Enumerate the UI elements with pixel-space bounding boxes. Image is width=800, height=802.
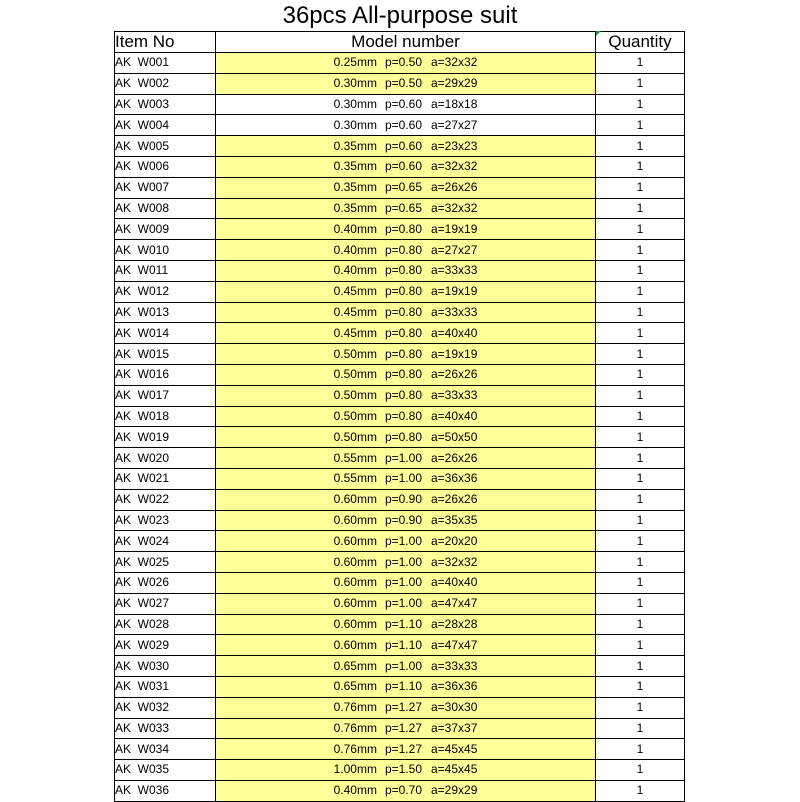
wire-size: 0.60mm <box>333 596 377 611</box>
quantity-cell: 1 <box>596 344 685 365</box>
wire-size: 0.55mm <box>333 450 377 465</box>
model-number-cell <box>216 406 596 427</box>
table-row <box>115 219 685 240</box>
table-row <box>115 760 685 781</box>
quantity-cell: 1 <box>596 364 685 385</box>
item-no-cell: AK W027 <box>115 593 216 614</box>
pitch-value: p=0.50 <box>384 76 422 91</box>
wire-size: 0.40mm <box>333 221 377 236</box>
table-row <box>115 302 685 323</box>
model-number-cell <box>216 739 596 760</box>
model-number-cell <box>216 219 596 240</box>
model-number-cell <box>216 780 596 801</box>
pitch-value: p=0.80 <box>384 284 422 299</box>
pitch-value: p=1.27 <box>384 741 422 756</box>
model-number-cell <box>216 177 596 198</box>
area-value: a=32x32 <box>431 554 478 569</box>
model-number-cell <box>216 614 596 635</box>
pitch-value: p=0.50 <box>384 55 422 70</box>
item-no-cell: AK W017 <box>115 385 216 406</box>
wire-size: 0.76mm <box>333 700 377 715</box>
area-value: a=23x23 <box>431 138 478 153</box>
quantity-cell: 1 <box>596 656 685 677</box>
model-number-cell <box>216 697 596 718</box>
quantity-cell: 1 <box>596 635 685 656</box>
area-value: a=35x35 <box>431 512 478 527</box>
model-number-cell <box>216 73 596 94</box>
model-number-cell <box>216 760 596 781</box>
table-row <box>115 614 685 635</box>
wire-size: 0.50mm <box>333 346 377 361</box>
item-no-cell: AK W015 <box>115 344 216 365</box>
model-number-cell <box>216 260 596 281</box>
item-no-cell: AK W008 <box>115 198 216 219</box>
pitch-value: p=0.60 <box>384 117 422 132</box>
model-number-cell <box>216 718 596 739</box>
pitch-value: p=1.00 <box>384 596 422 611</box>
table-row <box>115 448 685 469</box>
pitch-value: p=1.00 <box>384 471 422 486</box>
area-value: a=47x47 <box>431 596 478 611</box>
quantity-cell: 1 <box>596 718 685 739</box>
wire-size: 0.55mm <box>333 471 377 486</box>
parts-table <box>114 31 685 802</box>
pitch-value: p=0.80 <box>384 367 422 382</box>
quantity-cell: 1 <box>596 115 685 136</box>
item-no-cell: AK W036 <box>115 780 216 801</box>
pitch-value: p=0.65 <box>384 180 422 195</box>
table-body <box>115 53 685 802</box>
item-no-cell: AK W031 <box>115 676 216 697</box>
area-value: a=33x33 <box>431 304 478 319</box>
model-number-cell <box>216 136 596 157</box>
model-number-cell <box>216 115 596 136</box>
item-no-cell: AK W005 <box>115 136 216 157</box>
wire-size: 0.35mm <box>333 200 377 215</box>
area-value: a=40x40 <box>431 408 478 423</box>
wire-size: 0.60mm <box>333 512 377 527</box>
pitch-value: p=1.50 <box>384 762 422 777</box>
area-value: a=18x18 <box>431 96 478 111</box>
item-no-cell: AK W012 <box>115 281 216 302</box>
quantity-cell: 1 <box>596 510 685 531</box>
table-row <box>115 136 685 157</box>
item-no-cell: AK W007 <box>115 177 216 198</box>
pitch-value: p=1.27 <box>384 720 422 735</box>
area-value: a=40x40 <box>431 325 478 340</box>
item-no-cell: AK W003 <box>115 94 216 115</box>
table-row <box>115 323 685 344</box>
table-row <box>115 593 685 614</box>
model-number-cell <box>216 427 596 448</box>
table-row <box>115 510 685 531</box>
model-number-cell <box>216 448 596 469</box>
area-value: a=32x32 <box>431 200 478 215</box>
item-no-cell: AK W014 <box>115 323 216 344</box>
table-row <box>115 572 685 593</box>
item-no-cell: AK W030 <box>115 656 216 677</box>
quantity-cell: 1 <box>596 552 685 573</box>
table-row <box>115 718 685 739</box>
pitch-value: p=0.80 <box>384 263 422 278</box>
wire-size: 0.50mm <box>333 388 377 403</box>
table-row <box>115 198 685 219</box>
table-row <box>115 177 685 198</box>
model-number-cell <box>216 572 596 593</box>
quantity-cell: 1 <box>596 240 685 261</box>
area-value: a=37x37 <box>431 720 478 735</box>
pitch-value: p=1.27 <box>384 700 422 715</box>
area-value: a=33x33 <box>431 263 478 278</box>
area-value: a=26x26 <box>431 492 478 507</box>
wire-size: 0.25mm <box>333 55 377 70</box>
quantity-cell: 1 <box>596 780 685 801</box>
item-no-cell: AK W010 <box>115 240 216 261</box>
area-value: a=30x30 <box>431 700 478 715</box>
wire-size: 0.60mm <box>333 533 377 548</box>
item-no-cell: AK W002 <box>115 73 216 94</box>
pitch-value: p=0.90 <box>384 512 422 527</box>
area-value: a=50x50 <box>431 429 478 444</box>
item-no-cell: AK W006 <box>115 156 216 177</box>
pitch-value: p=0.80 <box>384 304 422 319</box>
header-item-no: Item No <box>115 32 216 53</box>
table-row <box>115 676 685 697</box>
table-row <box>115 697 685 718</box>
wire-size: 0.60mm <box>333 575 377 590</box>
area-value: a=20x20 <box>431 533 478 548</box>
quantity-cell: 1 <box>596 219 685 240</box>
table-row <box>115 427 685 448</box>
wire-size: 0.30mm <box>333 76 377 91</box>
quantity-cell: 1 <box>596 156 685 177</box>
quantity-cell: 1 <box>596 448 685 469</box>
item-no-cell: AK W009 <box>115 219 216 240</box>
area-value: a=40x40 <box>431 575 478 590</box>
wire-size: 0.35mm <box>333 159 377 174</box>
table-row <box>115 344 685 365</box>
item-no-cell: AK W023 <box>115 510 216 531</box>
model-number-cell <box>216 385 596 406</box>
pitch-value: p=1.10 <box>384 616 422 631</box>
model-number-cell <box>216 468 596 489</box>
table-row <box>115 281 685 302</box>
wire-size: 0.76mm <box>333 741 377 756</box>
wire-size: 0.35mm <box>333 138 377 153</box>
pitch-value: p=0.60 <box>384 138 422 153</box>
model-number-cell <box>216 94 596 115</box>
table-row <box>115 552 685 573</box>
table-row <box>115 489 685 510</box>
item-no-cell: AK W021 <box>115 468 216 489</box>
area-value: a=19x19 <box>431 346 478 361</box>
area-value: a=45x45 <box>431 741 478 756</box>
table-row <box>115 240 685 261</box>
table-row <box>115 156 685 177</box>
area-value: a=27x27 <box>431 117 478 132</box>
table-row <box>115 656 685 677</box>
pitch-value: p=0.60 <box>384 159 422 174</box>
quantity-cell: 1 <box>596 739 685 760</box>
table-row <box>115 468 685 489</box>
model-number-cell <box>216 552 596 573</box>
wire-size: 0.40mm <box>333 263 377 278</box>
model-number-cell <box>216 156 596 177</box>
quantity-cell: 1 <box>596 94 685 115</box>
area-value: a=27x27 <box>431 242 478 257</box>
header-model-number: Model number <box>216 32 596 53</box>
wire-size: 0.40mm <box>333 783 377 798</box>
pitch-value: p=0.80 <box>384 242 422 257</box>
area-value: a=33x33 <box>431 388 478 403</box>
quantity-cell: 1 <box>596 531 685 552</box>
wire-size: 0.50mm <box>333 408 377 423</box>
pitch-value: p=0.60 <box>384 96 422 111</box>
item-no-cell: AK W032 <box>115 697 216 718</box>
item-no-cell: AK W018 <box>115 406 216 427</box>
table-row <box>115 53 685 74</box>
area-value: a=32x32 <box>431 159 478 174</box>
quantity-cell: 1 <box>596 468 685 489</box>
table-row <box>115 531 685 552</box>
pitch-value: p=1.00 <box>384 533 422 548</box>
area-value: a=45x45 <box>431 762 478 777</box>
wire-size: 0.45mm <box>333 325 377 340</box>
pitch-value: p=0.80 <box>384 388 422 403</box>
pitch-value: p=1.00 <box>384 658 422 673</box>
model-number-cell <box>216 531 596 552</box>
quantity-cell: 1 <box>596 614 685 635</box>
area-value: a=28x28 <box>431 616 478 631</box>
model-number-cell <box>216 510 596 531</box>
quantity-cell: 1 <box>596 427 685 448</box>
table-row <box>115 385 685 406</box>
wire-size: 0.30mm <box>333 96 377 111</box>
table-row <box>115 406 685 427</box>
area-value: a=19x19 <box>431 221 478 236</box>
quantity-cell: 1 <box>596 572 685 593</box>
quantity-cell: 1 <box>596 260 685 281</box>
quantity-cell: 1 <box>596 198 685 219</box>
quantity-cell: 1 <box>596 73 685 94</box>
table-row <box>115 73 685 94</box>
quantity-cell: 1 <box>596 406 685 427</box>
pitch-value: p=0.65 <box>384 200 422 215</box>
item-no-cell: AK W013 <box>115 302 216 323</box>
quantity-cell: 1 <box>596 385 685 406</box>
pitch-value: p=1.00 <box>384 554 422 569</box>
wire-size: 0.76mm <box>333 720 377 735</box>
model-number-cell <box>216 281 596 302</box>
quantity-cell: 1 <box>596 323 685 344</box>
pitch-value: p=0.80 <box>384 346 422 361</box>
model-number-cell <box>216 344 596 365</box>
table-row <box>115 635 685 656</box>
quantity-cell: 1 <box>596 302 685 323</box>
item-no-cell: AK W020 <box>115 448 216 469</box>
item-no-cell: AK W028 <box>115 614 216 635</box>
area-value: a=32x32 <box>431 55 478 70</box>
wire-size: 0.45mm <box>333 304 377 319</box>
model-number-cell <box>216 489 596 510</box>
table-row <box>115 739 685 760</box>
item-no-cell: AK W024 <box>115 531 216 552</box>
area-value: a=26x26 <box>431 367 478 382</box>
pitch-value: p=1.00 <box>384 450 422 465</box>
wire-size: 0.50mm <box>333 429 377 444</box>
area-value: a=26x26 <box>431 180 478 195</box>
item-no-cell: AK W029 <box>115 635 216 656</box>
quantity-cell: 1 <box>596 760 685 781</box>
item-no-cell: AK W025 <box>115 552 216 573</box>
wire-size: 0.45mm <box>333 284 377 299</box>
page-title: 36pcs All-purpose suit <box>282 2 518 29</box>
model-number-cell <box>216 53 596 74</box>
wire-size: 0.65mm <box>333 679 377 694</box>
pitch-value: p=0.80 <box>384 325 422 340</box>
model-number-cell <box>216 676 596 697</box>
wire-size: 1.00mm <box>333 762 377 777</box>
table-row <box>115 94 685 115</box>
wire-size: 0.50mm <box>333 367 377 382</box>
quantity-cell: 1 <box>596 136 685 157</box>
quantity-cell: 1 <box>596 593 685 614</box>
table-row <box>115 115 685 136</box>
model-number-cell <box>216 656 596 677</box>
pitch-value: p=0.90 <box>384 492 422 507</box>
pitch-value: p=0.80 <box>384 408 422 423</box>
item-no-cell: AK W035 <box>115 760 216 781</box>
model-number-cell <box>216 302 596 323</box>
quantity-cell: 1 <box>596 676 685 697</box>
wire-size: 0.30mm <box>333 117 377 132</box>
pitch-value: p=0.80 <box>384 221 422 236</box>
header-quantity: Quantity <box>596 32 685 53</box>
wire-size: 0.60mm <box>333 492 377 507</box>
item-no-cell: AK W034 <box>115 739 216 760</box>
item-no-cell: AK W033 <box>115 718 216 739</box>
wire-size: 0.60mm <box>333 554 377 569</box>
item-no-cell: AK W026 <box>115 572 216 593</box>
wire-size: 0.65mm <box>333 658 377 673</box>
item-no-cell: AK W001 <box>115 53 216 74</box>
area-value: a=26x26 <box>431 450 478 465</box>
model-number-cell <box>216 364 596 385</box>
quantity-cell: 1 <box>596 697 685 718</box>
area-value: a=29x29 <box>431 783 478 798</box>
area-value: a=47x47 <box>431 637 478 652</box>
table-row <box>115 364 685 385</box>
pitch-value: p=1.10 <box>384 637 422 652</box>
wire-size: 0.60mm <box>333 616 377 631</box>
pitch-value: p=1.10 <box>384 679 422 694</box>
model-number-cell <box>216 198 596 219</box>
pitch-value: p=1.00 <box>384 575 422 590</box>
model-number-cell <box>216 635 596 656</box>
area-value: a=29x29 <box>431 76 478 91</box>
cell-comment-marker <box>596 31 601 36</box>
table-row <box>115 780 685 801</box>
quantity-cell: 1 <box>596 53 685 74</box>
model-number-cell <box>216 593 596 614</box>
item-no-cell: AK W004 <box>115 115 216 136</box>
quantity-cell: 1 <box>596 489 685 510</box>
area-value: a=36x36 <box>431 679 478 694</box>
table-row <box>115 260 685 281</box>
pitch-value: p=0.70 <box>384 783 422 798</box>
area-value: a=36x36 <box>431 471 478 486</box>
item-no-cell: AK W011 <box>115 260 216 281</box>
area-value: a=33x33 <box>431 658 478 673</box>
model-number-cell <box>216 240 596 261</box>
item-no-cell: AK W022 <box>115 489 216 510</box>
item-no-cell: AK W019 <box>115 427 216 448</box>
wire-size: 0.40mm <box>333 242 377 257</box>
quantity-cell: 1 <box>596 177 685 198</box>
wire-size: 0.35mm <box>333 180 377 195</box>
model-number-cell <box>216 323 596 344</box>
pitch-value: p=0.80 <box>384 429 422 444</box>
item-no-cell: AK W016 <box>115 364 216 385</box>
quantity-cell: 1 <box>596 281 685 302</box>
area-value: a=19x19 <box>431 284 478 299</box>
wire-size: 0.60mm <box>333 637 377 652</box>
